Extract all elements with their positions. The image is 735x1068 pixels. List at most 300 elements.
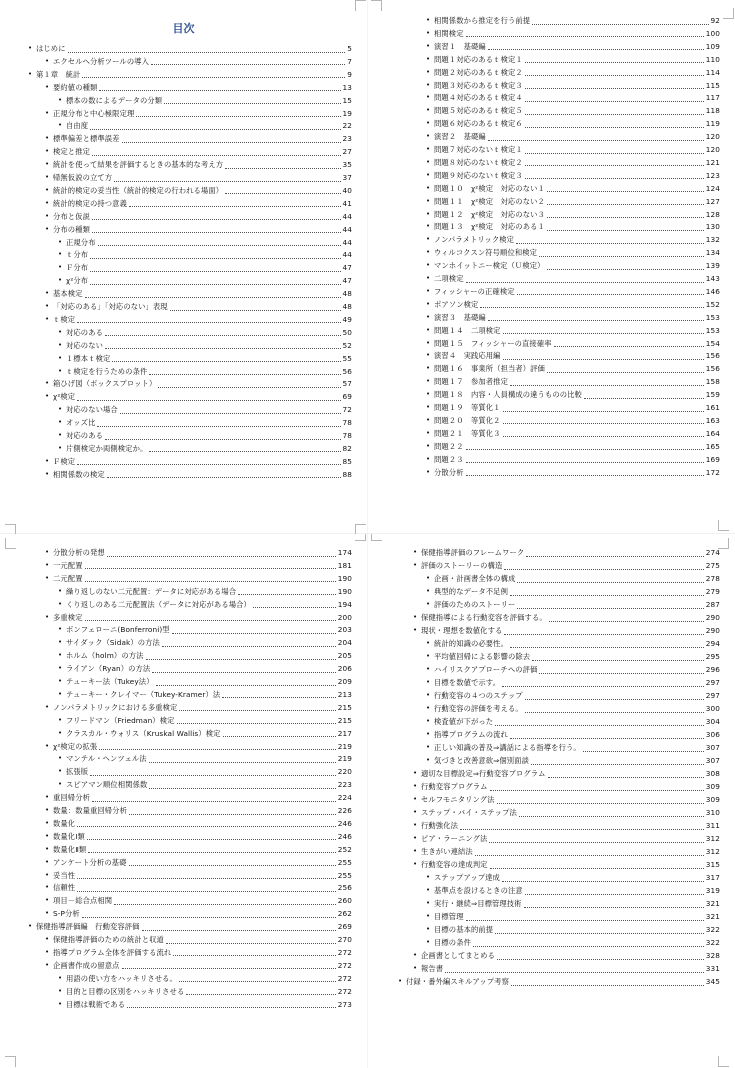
toc-entry[interactable] [45, 946, 352, 959]
toc-entry[interactable] [413, 793, 720, 806]
toc-entry[interactable] [413, 962, 720, 975]
toc-page-number: 44 [342, 224, 352, 234]
dot-leader [166, 942, 336, 944]
toc-entry[interactable] [45, 804, 352, 817]
toc-entry-text: 統計を使って結果を評価するときの基本的な考え方 [53, 160, 224, 170]
dot-leader [525, 87, 704, 89]
toc-entry[interactable] [58, 636, 352, 649]
bullet-icon: • [45, 702, 50, 711]
toc-entry-text: 演習４ 実践応用編 [434, 351, 501, 361]
crop-mark [5, 1056, 16, 1067]
toc-entry-text: 数量化 [53, 818, 76, 828]
toc-entry[interactable] [45, 55, 352, 68]
bullet-icon: • [58, 418, 63, 427]
toc-page-number: 223 [337, 780, 352, 790]
toc-page-number: 315 [705, 860, 720, 869]
toc-entry[interactable] [413, 858, 720, 871]
toc-entry[interactable] [426, 375, 720, 388]
bullet-icon: • [45, 806, 50, 814]
toc-entry[interactable] [426, 388, 720, 401]
toc-entry[interactable] [413, 949, 720, 962]
toc-entry[interactable] [58, 688, 352, 701]
toc-entry[interactable] [45, 197, 352, 210]
toc-entry-text: 妥当性 [53, 870, 76, 880]
toc-page-number: 345 [705, 977, 720, 986]
bullet-icon: • [45, 379, 50, 388]
toc-page-number: 22 [342, 121, 352, 131]
toc-entry[interactable] [45, 223, 352, 236]
toc-page-number: 204 [337, 638, 352, 648]
toc-entry[interactable] [413, 819, 720, 832]
dot-leader [90, 774, 336, 776]
toc-entry[interactable] [426, 285, 720, 298]
toc-entry-text: 問題１２ χ²検定 対応のない３ [434, 209, 545, 219]
crop-mark [5, 524, 16, 534]
toc-entry-text: 問題４対応のあるｔ検定４ [434, 93, 523, 103]
toc-entry-text: 現状・理想を数値化する [421, 626, 503, 635]
bullet-icon: • [45, 818, 50, 827]
toc-entry[interactable] [58, 649, 352, 662]
crop-mark [723, 8, 734, 19]
dot-leader [526, 555, 704, 557]
toc-entry[interactable] [58, 714, 352, 727]
toc-entry-text: １標本ｔ検定 [66, 353, 111, 363]
dot-leader [525, 698, 704, 700]
toc-entry[interactable] [45, 791, 352, 804]
dot-leader [122, 141, 341, 143]
dot-leader [149, 373, 340, 375]
toc-entry[interactable] [426, 311, 720, 324]
dot-leader [547, 268, 704, 270]
toc-entry[interactable] [426, 259, 720, 272]
bullet-icon: • [45, 870, 50, 879]
dot-leader [107, 476, 341, 478]
toc-entry-text: 分布の種類 [53, 224, 90, 234]
toc-entry[interactable] [426, 466, 720, 479]
toc-entry-text: 自由度 [66, 121, 89, 131]
dot-leader [129, 864, 336, 866]
toc-entry-text: 分散分析の発想 [53, 548, 105, 557]
toc-entry[interactable] [426, 754, 720, 767]
toc-entry-text: 帰無仮説の立て方 [53, 173, 113, 182]
bullet-icon: • [413, 769, 418, 777]
toc-entry[interactable] [58, 416, 352, 429]
dot-leader [547, 203, 704, 205]
dot-leader [105, 347, 341, 349]
toc-entry[interactable] [28, 68, 352, 81]
dot-leader [547, 190, 704, 192]
toc-entry[interactable] [58, 765, 352, 778]
toc-entry[interactable] [426, 572, 720, 585]
toc-entry[interactable] [45, 546, 352, 559]
toc-entry[interactable] [58, 727, 352, 740]
toc-entry[interactable] [58, 119, 352, 132]
toc-page-number: 163 [705, 415, 720, 425]
dot-leader [152, 671, 335, 673]
toc-page-number: 190 [337, 573, 352, 583]
toc-entry[interactable] [426, 897, 720, 910]
toc-entry-text: ステップアップ達成 [434, 873, 500, 882]
toc-entry[interactable] [28, 920, 352, 933]
toc-page-number: 304 [705, 717, 720, 726]
toc-entry[interactable] [58, 365, 352, 378]
toc-entry-text: ライアン（Ryan）の方法 [66, 664, 151, 674]
toc-entry[interactable] [45, 572, 352, 585]
toc-entry[interactable] [426, 337, 720, 350]
toc-entry[interactable] [426, 208, 720, 221]
dot-leader [525, 113, 704, 115]
dot-leader [488, 319, 704, 321]
dot-leader [490, 789, 704, 791]
toc-page-number: 164 [705, 428, 720, 438]
toc-entry[interactable] [426, 401, 720, 414]
toc-title: 目次 [172, 22, 195, 35]
dot-leader [503, 435, 704, 437]
toc-entry[interactable] [426, 324, 720, 337]
toc-entry[interactable] [426, 715, 720, 728]
bullet-icon: • [28, 44, 33, 52]
toc-entry[interactable] [413, 559, 720, 572]
toc-entry[interactable] [28, 42, 352, 55]
dot-leader [519, 815, 704, 817]
bullet-icon: • [426, 600, 431, 608]
toc-entry-text: 報告書 [421, 964, 444, 973]
toc-entry[interactable] [426, 923, 720, 936]
dot-leader [547, 229, 704, 231]
toc-page-number: 115 [705, 80, 720, 90]
toc-entry[interactable] [45, 210, 352, 223]
dot-leader [517, 293, 704, 295]
toc-page-number: 35 [342, 160, 352, 170]
toc-entry[interactable] [426, 220, 720, 233]
toc-entry[interactable] [58, 429, 352, 442]
toc-entry[interactable] [426, 884, 720, 897]
toc-entry[interactable] [426, 40, 720, 53]
toc-entry[interactable] [426, 156, 720, 169]
toc-entry[interactable] [45, 158, 352, 171]
bullet-icon: • [45, 456, 50, 465]
bullet-icon: • [426, 912, 431, 920]
toc-entry-text: 問題１０ χ²検定 対応のない１ [434, 183, 545, 193]
toc-entry-text: 平均値回帰による影響の除去 [434, 652, 531, 661]
toc-entry[interactable] [426, 169, 720, 182]
toc-entry[interactable] [426, 66, 720, 79]
toc-entry[interactable] [45, 933, 352, 946]
toc-entry[interactable] [426, 585, 720, 598]
toc-entry[interactable] [45, 740, 352, 753]
toc-entry-text: 「対応のある」「対応のない」表現 [53, 302, 168, 311]
toc-entry[interactable] [58, 248, 352, 261]
toc-entry[interactable] [426, 663, 720, 676]
toc-page-number: 143 [705, 274, 720, 283]
toc-entry[interactable] [58, 326, 352, 339]
toc-page-number: 50 [342, 327, 352, 337]
toc-page-number: 307 [705, 756, 720, 765]
bullet-icon: • [413, 613, 418, 621]
toc-page-number: 181 [337, 560, 352, 570]
toc-entry[interactable] [426, 453, 720, 466]
toc-entry-text: 生きがい連結法 [421, 847, 473, 856]
bullet-icon: • [58, 366, 63, 375]
toc-entry[interactable] [58, 998, 352, 1011]
toc-entry[interactable] [426, 53, 720, 66]
toc-entry[interactable] [58, 261, 352, 274]
toc-entry-text: 相関係数の検定 [53, 469, 105, 479]
toc-entry[interactable] [426, 427, 720, 440]
toc-entry-text: 行動変容の評価を考える。 [434, 704, 523, 713]
toc-entry[interactable] [58, 442, 352, 455]
toc-entry[interactable] [426, 130, 720, 143]
toc-entry[interactable] [45, 81, 352, 94]
dot-leader [90, 257, 340, 259]
toc-entry[interactable] [413, 780, 720, 793]
toc-entry[interactable] [426, 27, 720, 40]
toc-entry-text: ホルム（holm）の方法 [66, 651, 144, 661]
toc-entry[interactable] [58, 403, 352, 416]
toc-entry-text: ｔ検定を行うための条件 [66, 366, 148, 376]
toc-page-number: 311 [705, 821, 720, 830]
dot-leader [511, 984, 704, 986]
dot-leader [489, 841, 703, 843]
dot-leader [151, 63, 345, 65]
dot-leader [225, 192, 340, 194]
bullet-icon: • [58, 443, 63, 452]
bullet-icon: • [58, 999, 63, 1008]
bullet-icon: • [426, 467, 431, 476]
dot-leader [504, 568, 703, 570]
bullet-icon: • [58, 327, 63, 336]
toc-entry[interactable] [45, 455, 352, 468]
toc-entry[interactable] [58, 752, 352, 765]
toc-page-number: 124 [705, 183, 720, 193]
toc-entry[interactable] [58, 585, 352, 598]
toc-entry[interactable] [45, 132, 352, 145]
toc-entry[interactable] [45, 611, 352, 624]
toc-entry[interactable] [45, 377, 352, 390]
toc-entry-text: 評価のためのストーリー [434, 600, 516, 609]
toc-entry-text: 演習２ 基礎編 [434, 132, 486, 142]
toc-entry[interactable] [58, 339, 352, 352]
dot-leader [488, 48, 704, 50]
toc-entry[interactable] [45, 817, 352, 830]
toc-page-number: 220 [337, 767, 352, 777]
toc-entry[interactable] [45, 843, 352, 856]
dot-leader [223, 735, 336, 737]
toc-entry-text: 対応のない [66, 340, 103, 350]
toc-entry-text: 問題１４ 二項検定 [434, 325, 501, 335]
toc-entry[interactable] [426, 79, 720, 92]
toc-entry[interactable] [426, 362, 720, 375]
bullet-icon: • [45, 211, 50, 220]
dot-leader [502, 880, 704, 882]
toc-entry[interactable] [426, 936, 720, 949]
toc-entry[interactable] [426, 195, 720, 208]
dot-leader [539, 255, 704, 257]
toc-entry[interactable] [426, 246, 720, 259]
toc-entry[interactable] [426, 741, 720, 754]
toc-entry-text: Ｆ検定 [53, 456, 76, 466]
dot-leader [488, 139, 704, 141]
toc-entry[interactable] [426, 298, 720, 311]
toc-page-number: 13 [342, 82, 352, 92]
dot-leader [127, 1006, 336, 1008]
toc-page-number: 321 [705, 912, 720, 921]
toc-page-number: 256 [337, 883, 352, 893]
toc-page-number: 119 [705, 119, 720, 129]
toc-entry[interactable] [45, 468, 352, 481]
toc-entry[interactable] [426, 182, 720, 195]
dot-leader [525, 100, 704, 102]
dot-leader [77, 877, 336, 879]
toc-entry[interactable] [426, 871, 720, 884]
toc-entry[interactable] [45, 869, 352, 882]
toc-entry-text: ピア・ラーニング法 [421, 834, 488, 843]
dot-leader [516, 242, 704, 244]
dot-leader [510, 384, 704, 386]
toc-entry[interactable] [45, 300, 352, 313]
bullet-icon: • [426, 403, 431, 411]
toc-entry[interactable] [45, 145, 352, 158]
toc-entry[interactable] [426, 676, 720, 689]
toc-entry[interactable] [426, 637, 720, 650]
bullet-icon: • [58, 405, 63, 414]
toc-entry[interactable] [45, 559, 352, 572]
toc-page-number: 297 [705, 691, 720, 700]
toc-entry[interactable] [45, 907, 352, 920]
toc-entry[interactable] [58, 972, 352, 985]
toc-entry-text: 基準点を設けるときの注意 [434, 886, 523, 895]
bullet-icon: • [45, 160, 50, 169]
toc-entry[interactable] [413, 845, 720, 858]
toc-page-number: 272 [337, 973, 352, 983]
toc-entry[interactable] [426, 702, 720, 715]
toc-entry[interactable] [58, 352, 352, 365]
toc-entry[interactable] [398, 975, 720, 988]
bullet-icon: • [426, 80, 431, 89]
toc-page-number: 44 [342, 237, 352, 247]
toc-entry[interactable] [413, 832, 720, 845]
toc-entry[interactable] [426, 233, 720, 246]
dot-leader [547, 371, 704, 373]
toc-entry[interactable] [426, 598, 720, 611]
toc-entry[interactable] [45, 856, 352, 869]
bullet-icon: • [58, 431, 63, 439]
toc-entry[interactable] [45, 313, 352, 326]
toc-entry[interactable] [45, 171, 352, 184]
toc-page-number: 78 [342, 431, 352, 440]
toc-entry[interactable] [426, 728, 720, 741]
toc-entry[interactable] [58, 778, 352, 791]
toc-page-number: 317 [705, 873, 720, 882]
toc-page-number: 7 [347, 56, 352, 66]
toc-entry[interactable] [426, 440, 720, 453]
toc-entry[interactable] [58, 274, 352, 287]
toc-entry[interactable] [45, 830, 352, 843]
toc-entry[interactable] [426, 104, 720, 117]
toc-entry-text: 問題２０ 等質化２ [434, 415, 501, 425]
toc-entry[interactable] [58, 236, 352, 249]
toc-entry[interactable] [426, 272, 720, 285]
toc-page-number: 154 [705, 338, 720, 348]
toc-page-number: 262 [337, 909, 352, 919]
toc-entry[interactable] [45, 287, 352, 300]
toc-entry[interactable] [58, 662, 352, 675]
dot-leader [517, 581, 703, 583]
toc-entry[interactable] [45, 894, 352, 907]
toc-entry[interactable] [426, 689, 720, 702]
toc-entry[interactable] [45, 184, 352, 197]
toc-entry-text: 標準偏差と標準誤差 [53, 134, 120, 144]
toc-entry[interactable] [413, 806, 720, 819]
toc-entry[interactable] [426, 14, 720, 27]
bullet-icon: • [58, 677, 63, 685]
toc-entry[interactable] [413, 546, 720, 559]
toc-page-number: 169 [705, 454, 720, 464]
bullet-icon: • [58, 986, 63, 995]
toc-page-number: 44 [342, 211, 352, 221]
toc-entry[interactable] [45, 701, 352, 714]
toc-page-number: 246 [337, 831, 352, 841]
dot-leader [172, 632, 336, 634]
dot-leader [173, 954, 335, 956]
toc-entry[interactable] [58, 985, 352, 998]
bullet-icon: • [426, 54, 431, 63]
dot-leader [466, 35, 704, 37]
bullet-icon: • [426, 235, 431, 244]
toc-page-number: 224 [337, 793, 352, 803]
toc-entry[interactable] [413, 624, 720, 637]
toc-page-number: 5 [347, 44, 352, 53]
dot-leader [170, 309, 341, 311]
toc-page-number: 219 [337, 754, 352, 764]
dot-leader [92, 800, 336, 802]
toc-entry[interactable] [58, 598, 352, 611]
toc-entry[interactable] [45, 881, 352, 894]
toc-page-number: 331 [705, 964, 720, 973]
toc-entry[interactable] [426, 910, 720, 923]
toc-entry[interactable] [426, 91, 720, 104]
bullet-icon: • [413, 782, 418, 790]
dot-leader [99, 748, 335, 750]
toc-page-number: 92 [710, 16, 720, 25]
toc-entry[interactable] [413, 611, 720, 624]
toc-entry[interactable] [45, 107, 352, 120]
toc-entry[interactable] [45, 390, 352, 403]
toc-entry[interactable] [45, 959, 352, 972]
toc-entry[interactable] [58, 623, 352, 636]
toc-entry-text: 繰り返しのない二元配置：データに対応がある場合 [66, 586, 237, 596]
toc-entry[interactable] [426, 414, 720, 427]
toc-entry[interactable] [426, 650, 720, 663]
toc-entry[interactable] [58, 675, 352, 688]
dot-leader [504, 633, 703, 635]
toc-page-number: 15 [342, 95, 352, 105]
toc-entry[interactable] [413, 767, 720, 780]
toc-page-number: 203 [337, 625, 352, 635]
toc-entry[interactable] [426, 117, 720, 130]
toc-page-number: 52 [342, 340, 352, 350]
toc-entry[interactable] [426, 349, 720, 362]
bullet-icon: • [413, 626, 418, 634]
toc-entry-text: 付録・番外編スキルアップ考察 [406, 977, 509, 986]
toc-entry-text: 箱ひげ図（ボックスプロット） [53, 379, 157, 389]
bullet-icon: • [45, 960, 50, 969]
toc-entry-text: S-P分析 [53, 909, 80, 919]
toc-page-number: 47 [342, 263, 352, 273]
toc-entry[interactable] [58, 94, 352, 107]
dot-leader [222, 696, 335, 698]
toc-entry[interactable] [426, 143, 720, 156]
